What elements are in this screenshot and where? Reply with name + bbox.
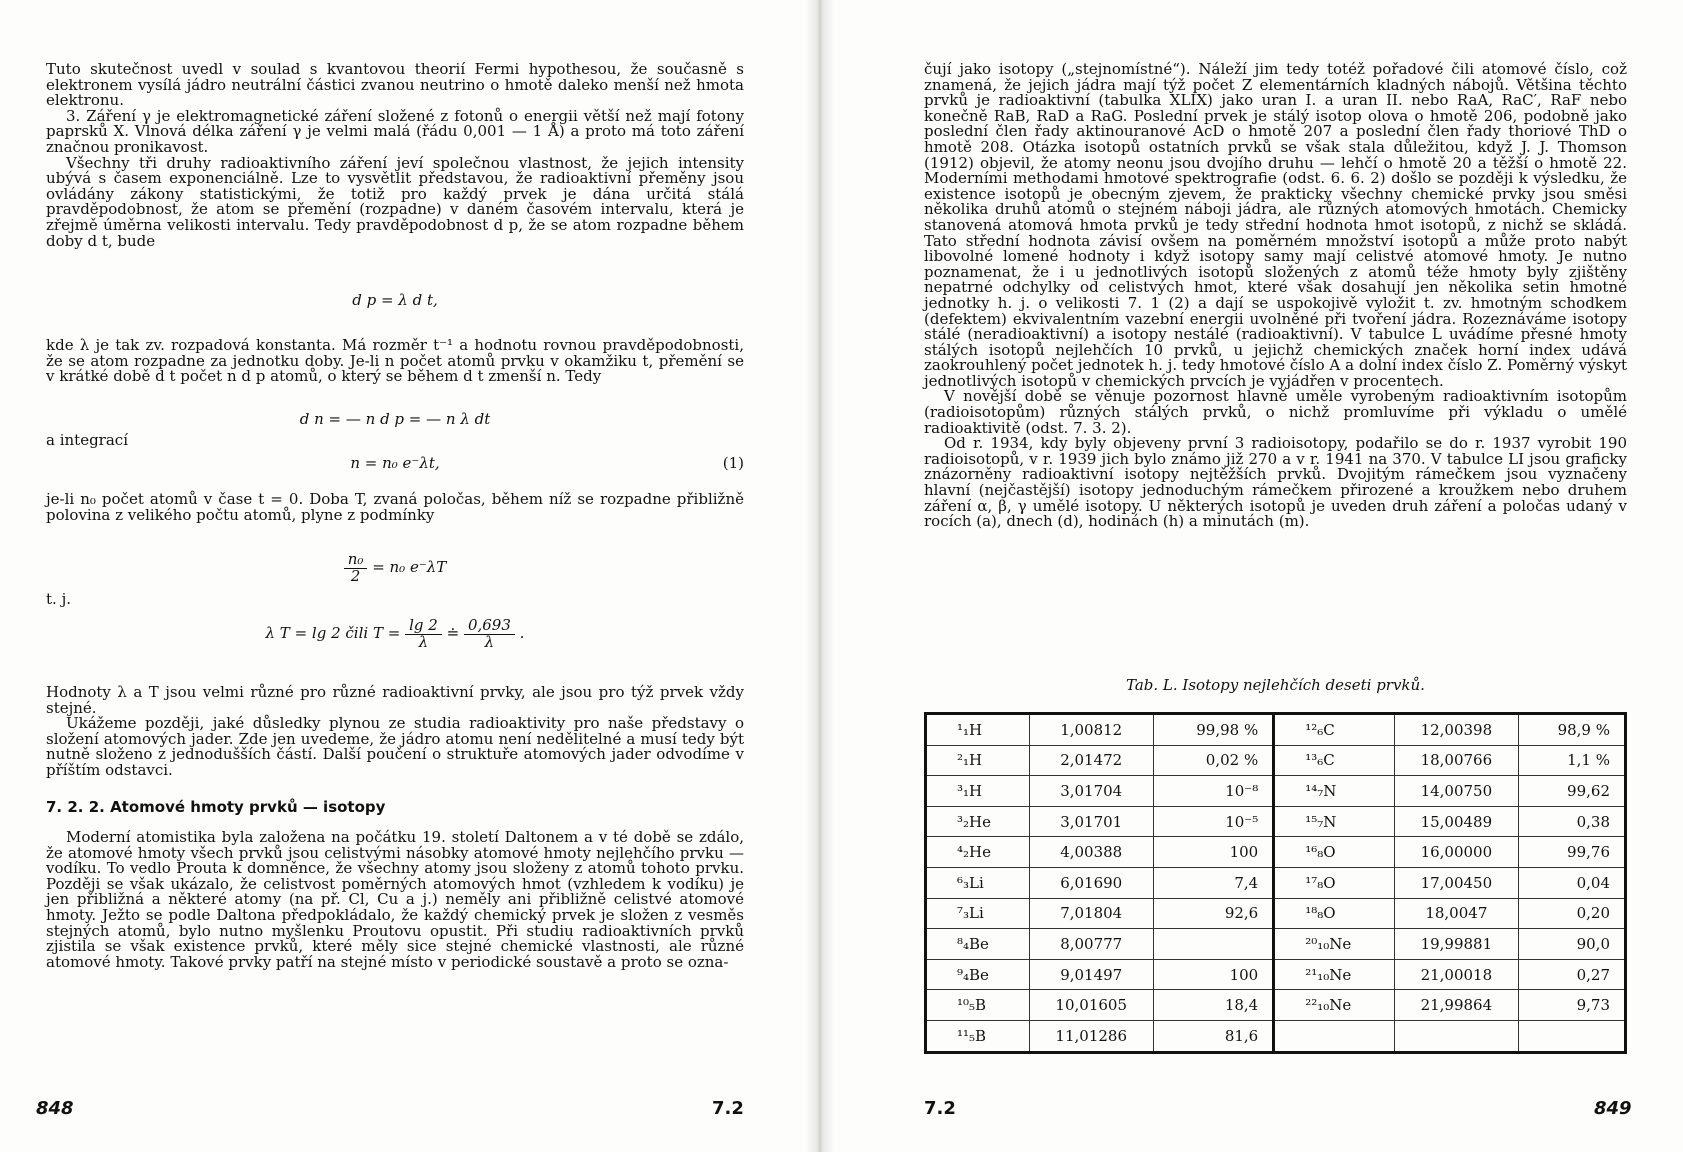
isotope-symbol-cell: ²⁰₁₀Ne [1274, 929, 1395, 960]
paragraph: kde λ je tak zv. rozpadová konstanta. Má rozměr t⁻¹ a hodnotu rovnou pravděpodobnosti, že se atom rozpadne za jednotku doby. Je-li n počet atomů prvku v okamžiku t, přemění se v krátké době d t počet n d p atomů, o který se během d t zmenší n. Tedy [46, 336, 744, 386]
integration-label: a integrací [46, 431, 128, 449]
abundance-cell: 0,27 [1518, 959, 1625, 990]
isotope-symbol-cell: ⁴₂He [926, 837, 1030, 868]
table-row [926, 1020, 1626, 1052]
atomic-mass-cell: 21,00018 [1394, 959, 1518, 990]
atomic-mass-cell: 12,00398 [1394, 714, 1518, 746]
paragraph: V novější době se věnuje pozornost hlavně uměle vyrobeným radioaktivním isotopům (radioisotopům) různých stálých prvků, o nichž promluvíme při výkladu o umělé radioaktivitě (odst. 7. 3. 2). [924, 387, 1627, 437]
atomic-mass-cell: 1,00812 [1029, 714, 1153, 746]
abundance-cell: 99,76 [1518, 837, 1625, 868]
abundance-cell: 10⁻⁵ [1153, 806, 1273, 837]
atomic-mass-cell: 17,00450 [1394, 867, 1518, 898]
left-text-block-1 [46, 62, 744, 249]
table-caption: Tab. L. Isotopy nejlehčích deseti prvků. [1126, 676, 1425, 694]
isotope-symbol-cell: ¹⁵₇N [1274, 806, 1395, 837]
right-text-block [924, 62, 1627, 530]
atomic-mass-cell: 18,00766 [1394, 745, 1518, 776]
atomic-mass-cell: 9,01497 [1029, 959, 1153, 990]
atomic-mass-cell: 8,00777 [1029, 929, 1153, 960]
paragraph: 3. Záření γ je elektromagnetické záření složené z fotonů o energii větší než mají fotony paprsků X. Vlnová délka záření γ je velmi malá (řádu 0,001 — 1 Å) a proto má toto záření značnou pronikavost. [46, 106, 744, 156]
tj-label: t. j. [46, 590, 71, 608]
isotope-symbol-cell: ³₁H [926, 776, 1030, 807]
section-heading: 7. 2. 2. Atomové hmoty prvků — isotopy [46, 798, 386, 816]
atomic-mass-cell: 18,0047 [1394, 898, 1518, 929]
paragraph: Všechny tři druhy radioaktivního záření jeví společnou vlastnost, že jejich intensity ubývá s časem exponenciálně. Lze to vysvětlit představou, že radioaktivní přeměny jsou ovládány zákony statistickými, že totiž pro každý prvek je dána určitá stálá pravděpodobnost, že atom se přemění (rozpadne) v daném časovém intervalu, která je zřejmě úměrna velikosti intervalu. Tedy pravděpodobnost d p, že se atom rozpadne během doby d t, bude [46, 153, 744, 250]
isotope-symbol-cell: ¹⁷₈O [1274, 867, 1395, 898]
equation-half: $\frac{\text{n₀}}{2}$ = n₀ e⁻λT [46, 552, 744, 584]
paragraph: Tuto skutečnost uvedl v soulad s kvantovou theorií Fermi hypothesou, že současně s elektronem vysílá jádro neutrální částici zvanou neutrino o hmotě daleko menší než hmota elektronu. [46, 60, 744, 110]
table-row [926, 929, 1626, 960]
left-text-block-3 [46, 492, 744, 523]
section-mark: 7.2 [924, 1098, 956, 1119]
atomic-mass-cell: 4,00388 [1029, 837, 1153, 868]
abundance-cell: 18,4 [1153, 990, 1273, 1021]
paragraph: je-li n₀ počet atomů v čase t = 0. Doba T, zvaná poločas, během níž se rozpadne přibližně polovina z velikého počtu atomů, plyne z podmínky [46, 490, 744, 524]
fraction: $\frac{\lg 2}{\lambda}$ [405, 618, 442, 650]
paragraph: čují jako isotopy („stejnomístné“). Náleží jim tedy totéž pořadové čili atomové číslo, což znamená, že jejich jádra mají týž počet Z elementárních kladných nábojů. Většina těchto prvků je radioaktivní (tabulka XLIX) jako uran I. a uran II. nebo RaA, RaC′, RaF nebo konečně RaB, RaD a RaG. Poslední prvek je stálý isotop olova o hmotě 206, podobně jako poslední člen řady aktinouranové AcD o hmotě 207 a poslední člen řady thoriové ThD o hmotě 208. Otázka isotopů ostatních prvků se však stala důležitou, když J. J. Thomson (1912) objevil, že atomy neonu jsou dvojího druhu — lehčí o hmotě 20 a těžší o hmotě 22. Moderními methodami hmotové spektrografie (odst. 6. 6. 2) došlo se později k výsledku, že existence isotopů je obecným zjevem, že prakticky všechny chemické prvky jsou směsi několika druhů atomů o stejném náboji jádra, ale různých atomových hmotách. Chemicky stanovená atomová hmota prvků je tedy střední hodnota hmot isotopů, z nichž se skládá. Tato střední hodnota závisí ovšem na poměrném množství isotopů a může proto nabýt libovolné lomené hodnoty i když isotopy samy mají celistvé atomové hmoty. Je nutno poznamenat, že i u jednotlivých isotopů složených z atomů téže hmoty byly zjištěny nepatrné odchylky od celistvých hmot, které však dosahují jen několika setin hmotné jednotky h. j. o velikosti 7. 1 (2) a dají se uspokojivě vyložit t. zv. hmotným schodkem (defektem) ekvivalentním vazební energii uvolněné při tvoření jádra. Rozeznáváme isotopy stálé (neradioaktivní) a isotopy nestálé (radioaktivní). V tabulce L uvádíme přesné hmoty stálých isotopů nejlehčích 10 prvků, u jejichž chemických značek horní index udává zaokrouhlený počet jednotek h. j. tedy hmotové číslo A a dolní index číslo Z. Poměrný výskyt jednotlivých isotopů v chemických prvcích je vyjádřen v procentech. [924, 60, 1627, 390]
atomic-mass-cell: 2,01472 [1029, 745, 1153, 776]
equation-dp: d p = λ d t, [352, 291, 438, 309]
atomic-mass-cell: 7,01804 [1029, 898, 1153, 929]
left-text-block-4 [46, 685, 744, 779]
table-row [926, 959, 1626, 990]
abundance-cell: 10⁻⁸ [1153, 776, 1273, 807]
abundance-cell: 99,62 [1518, 776, 1625, 807]
isotope-symbol-cell: ¹¹₅B [926, 1020, 1030, 1052]
table-row [926, 837, 1626, 868]
isotope-symbol-cell: ¹⁰₅B [926, 990, 1030, 1021]
table-row [926, 990, 1626, 1021]
equation-number: (1) [722, 454, 744, 472]
fraction: $\frac{0,693}{\lambda}$ [464, 618, 515, 650]
abundance-cell: 9,73 [1518, 990, 1625, 1021]
isotope-symbol-cell: ⁷₃Li [926, 898, 1030, 929]
isotope-symbol-cell: ³₂He [926, 806, 1030, 837]
abundance-cell: 92,6 [1153, 898, 1273, 929]
abundance-cell: 0,20 [1518, 898, 1625, 929]
left-text-block-5 [46, 830, 744, 970]
page-number: 848 [36, 1098, 74, 1119]
equation-dn: d n = — n d p = — n λ dt [299, 410, 491, 428]
atomic-mass-cell: 16,00000 [1394, 837, 1518, 868]
atomic-mass-cell: 11,01286 [1029, 1020, 1153, 1052]
isotope-symbol-cell: ⁸₄Be [926, 929, 1030, 960]
isotope-symbol-cell: ⁹₄Be [926, 959, 1030, 990]
isotope-symbol-cell [1274, 1020, 1395, 1052]
abundance-cell: 100 [1153, 837, 1273, 868]
atomic-mass-cell: 3,01701 [1029, 806, 1153, 837]
table-row [926, 776, 1626, 807]
table-row [926, 806, 1626, 837]
abundance-cell [1518, 1020, 1625, 1052]
isotope-symbol-cell: ²₁H [926, 745, 1030, 776]
isotope-table [924, 712, 1627, 1054]
abundance-cell: 1,1 % [1518, 745, 1625, 776]
table-row [926, 714, 1626, 746]
abundance-cell: 0,04 [1518, 867, 1625, 898]
section-mark: 7.2 [712, 1098, 744, 1119]
paragraph: Moderní atomistika byla založena na počátku 19. století Daltonem a v té době se zdálo, že atomové hmoty všech prvků jsou celistvými násobky atomové hmoty nejlehčího prvku — vodíku. To vedlo Prouta k domněnce, že všechny atomy jsou složeny z atomů tohoto prvku. Později se však ukázalo, že celistvost poměrných atomových hmot (vzhledem k vodíku) je jen přibližná a některé atomy (na př. Cl, Cu a j.) neměly ani přibližně celistvé atomové hmoty. Ježto se podle Daltona předpokládalo, že každý chemický prvek je složen z vesměs stejných atomů, bylo nutno myšlenku Proutovu opustit. Při studiu radioaktivních prvků zjistila se však existence prvků, které měly sice stejné chemické vlastnosti, ale různé atomové hmoty. Takové prvky patří na stejné místo v periodické soustavě a proto se ozna- [46, 828, 744, 971]
isotope-symbol-cell: ¹³₆C [1274, 745, 1395, 776]
isotope-symbol-cell: ⁶₃Li [926, 867, 1030, 898]
paragraph: Od r. 1934, kdy byly objeveny první 3 radioisotopy, podařilo se do r. 1937 vyrobit 190 radioisotopů, v r. 1939 jich bylo známo již 270 a v r. 1941 na 370. V tabulce LI jsou graficky znázorněny radioaktivní isotopy nejtěžších prvků. Dvojitým rámečkem jsou vyznačeny hlavní (nejčastější) isotopy jednoduchým rámečkem přirozené a kroužkem nebo druhem záření α, β, γ umělé isotopy. U některých isotopů je uveden druh záření a poločas udaný v rocích (a), dnech (d), hodinách (h) a minutách (m). [924, 434, 1627, 531]
table-row [926, 867, 1626, 898]
atomic-mass-cell: 19,99881 [1394, 929, 1518, 960]
atomic-mass-cell: 6,01690 [1029, 867, 1153, 898]
left-text-block-2 [46, 338, 744, 385]
atomic-mass-cell: 14,00750 [1394, 776, 1518, 807]
atomic-mass-cell: 15,00489 [1394, 806, 1518, 837]
abundance-cell: 0,38 [1518, 806, 1625, 837]
abundance-cell: 99,98 % [1153, 714, 1273, 746]
equation-decay-law: n = n₀ e⁻λt, [350, 454, 440, 472]
abundance-cell: 7,4 [1153, 867, 1273, 898]
abundance-cell: 0,02 % [1153, 745, 1273, 776]
atomic-mass-cell: 3,01704 [1029, 776, 1153, 807]
atomic-mass-cell [1394, 1020, 1518, 1052]
paragraph: Ukážeme později, jaké důsledky plynou ze studia radioaktivity pro naše představy o složení atomových jader. Zde jen uvedeme, že jádro atomu není nedělitelné a musí tedy být nutně složeno z jednodušších částí. Další poučení o struktuře atomových jader odvodíme v příštím odstavci. [46, 714, 744, 779]
table-row [926, 898, 1626, 929]
abundance-cell: 100 [1153, 959, 1273, 990]
paragraph: Hodnoty λ a T jsou velmi různé pro různé radioaktivní prvky, ale jsou pro týž prvek vždy stejné. [46, 683, 744, 717]
isotope-symbol-cell: ²¹₁₀Ne [1274, 959, 1395, 990]
isotope-symbol-cell: ²²₁₀Ne [1274, 990, 1395, 1021]
page-number: 849 [1594, 1098, 1632, 1119]
abundance-cell [1153, 929, 1273, 960]
abundance-cell: 90,0 [1518, 929, 1625, 960]
isotope-symbol-cell: ¹⁶₈O [1274, 837, 1395, 868]
fraction: $\frac{\text{n₀}}{2}$ [344, 552, 368, 584]
isotope-symbol-cell: ¹⁴₇N [1274, 776, 1395, 807]
equation-half-life: λ T = lg 2 čili T = $\frac{\lg 2}{\lambda}$ ≐ $\frac{0,693}{\lambda}$ . [265, 616, 525, 651]
abundance-cell: 81,6 [1153, 1020, 1273, 1052]
atomic-mass-cell: 21,99864 [1394, 990, 1518, 1021]
isotope-symbol-cell: ¹²₆C [1274, 714, 1395, 746]
table-row [926, 745, 1626, 776]
abundance-cell: 98,9 % [1518, 714, 1625, 746]
atomic-mass-cell: 10,01605 [1029, 990, 1153, 1021]
left-page [0, 0, 810, 1152]
isotope-symbol-cell: ¹⁸₈O [1274, 898, 1395, 929]
right-page [828, 0, 1683, 1152]
isotope-symbol-cell: ¹₁H [926, 714, 1030, 746]
